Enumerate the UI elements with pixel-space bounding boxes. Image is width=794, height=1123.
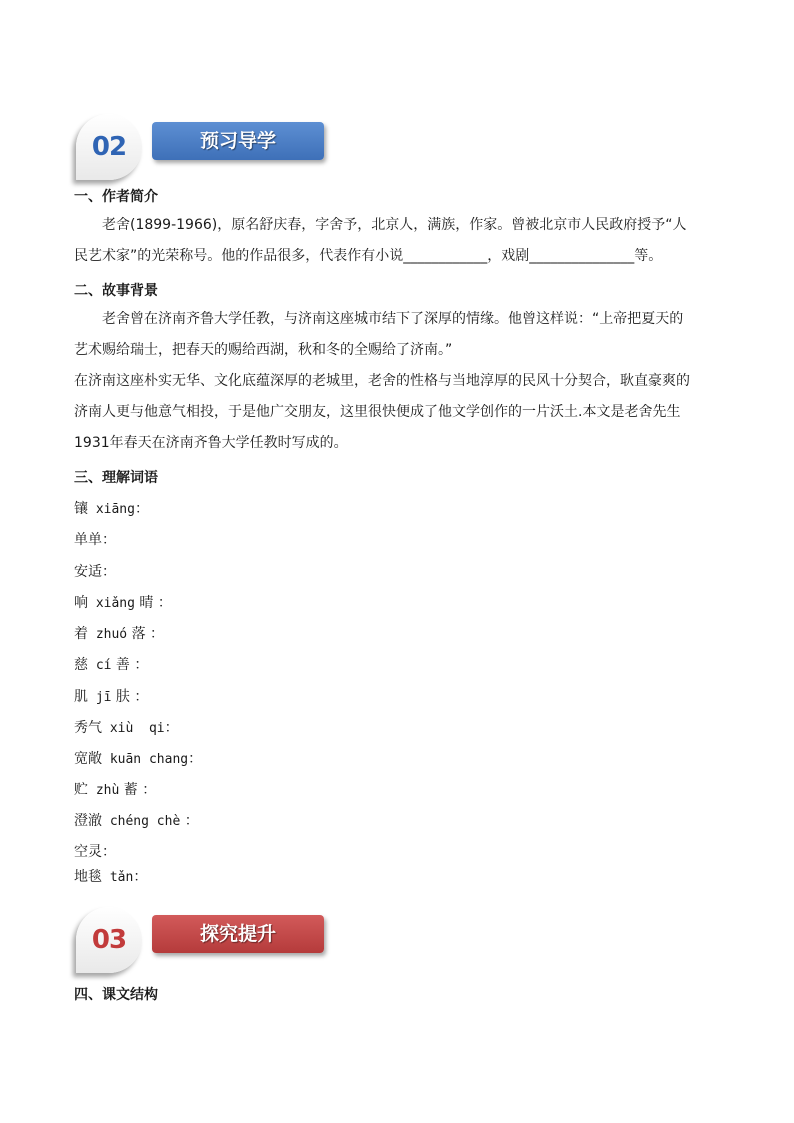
- author-line-2: 民艺术家”的光荣称号。他的作品很多，代表作有小说____________，戏剧_______________等。: [74, 248, 663, 264]
- vocab-item: 地毯 tǎn：: [74, 869, 148, 885]
- vocab-item: 安适：: [74, 564, 116, 580]
- background-paragraph: [74, 304, 724, 459]
- author-heading: 一、作者简介: [74, 189, 158, 205]
- vocab-item: 宽敞 kuān chang：: [74, 751, 203, 767]
- vocab-item: 肌 jī 肤 ：: [74, 689, 149, 705]
- background-line-3: 在济南这座朴实无华、文化底蕴深厚的老城里，老舍的性格与当地淳厚的民风十分契合，耿直豪爽的: [74, 373, 690, 389]
- background-line-2: 艺术赐给瑞士，把春天的赐给西湖，秋和冬的全赐给了济南。”: [74, 342, 453, 358]
- structure-heading: 四、课文结构: [74, 987, 158, 1003]
- author-paragraph: [74, 210, 724, 272]
- vocab-item: 澄澈 chéng chè ：: [74, 813, 199, 829]
- vocab-item: 镶 xiāng：: [74, 501, 149, 517]
- section-title: 预习导学: [199, 130, 276, 152]
- vocab-item: 慈 cí 善 ：: [74, 657, 149, 673]
- background-line-5: 1931年春天在济南齐鲁大学任教时写成的。: [74, 435, 348, 451]
- section-title: 探究提升: [199, 923, 276, 945]
- section-number: 03: [91, 925, 127, 955]
- vocab-item: 单单：: [74, 532, 116, 548]
- vocab-item: 空灵：: [74, 844, 116, 860]
- section-number: 02: [91, 132, 127, 162]
- background-heading: 二、故事背景: [74, 283, 158, 299]
- vocab-item: 贮 zhù 蓄 ：: [74, 782, 157, 798]
- background-line-1: 老舍曾在济南齐鲁大学任教，与济南这座城市结下了深厚的情缘。他曾这样说：“上帝把夏天的: [102, 311, 684, 327]
- section-badge-03: [76, 907, 336, 969]
- vocab-item: 响 xiǎng 晴 ：: [74, 595, 172, 611]
- author-line-1: 老舍(1899-1966)，原名舒庆春，字舍予，北京人，满族，作家。曾被北京市人民政府授予“人: [102, 217, 687, 233]
- background-line-4: 济南人更与他意气相投，于是他广交朋友，这里很快便成了他文学创作的一片沃土.本文是老舍先生: [74, 404, 681, 420]
- vocab-item: 秀气 xiù qi：: [74, 720, 179, 736]
- vocab-heading: 三、理解词语: [74, 470, 158, 486]
- vocab-item: 着 zhuó 落 ：: [74, 626, 165, 642]
- section-badge-02: [76, 114, 336, 176]
